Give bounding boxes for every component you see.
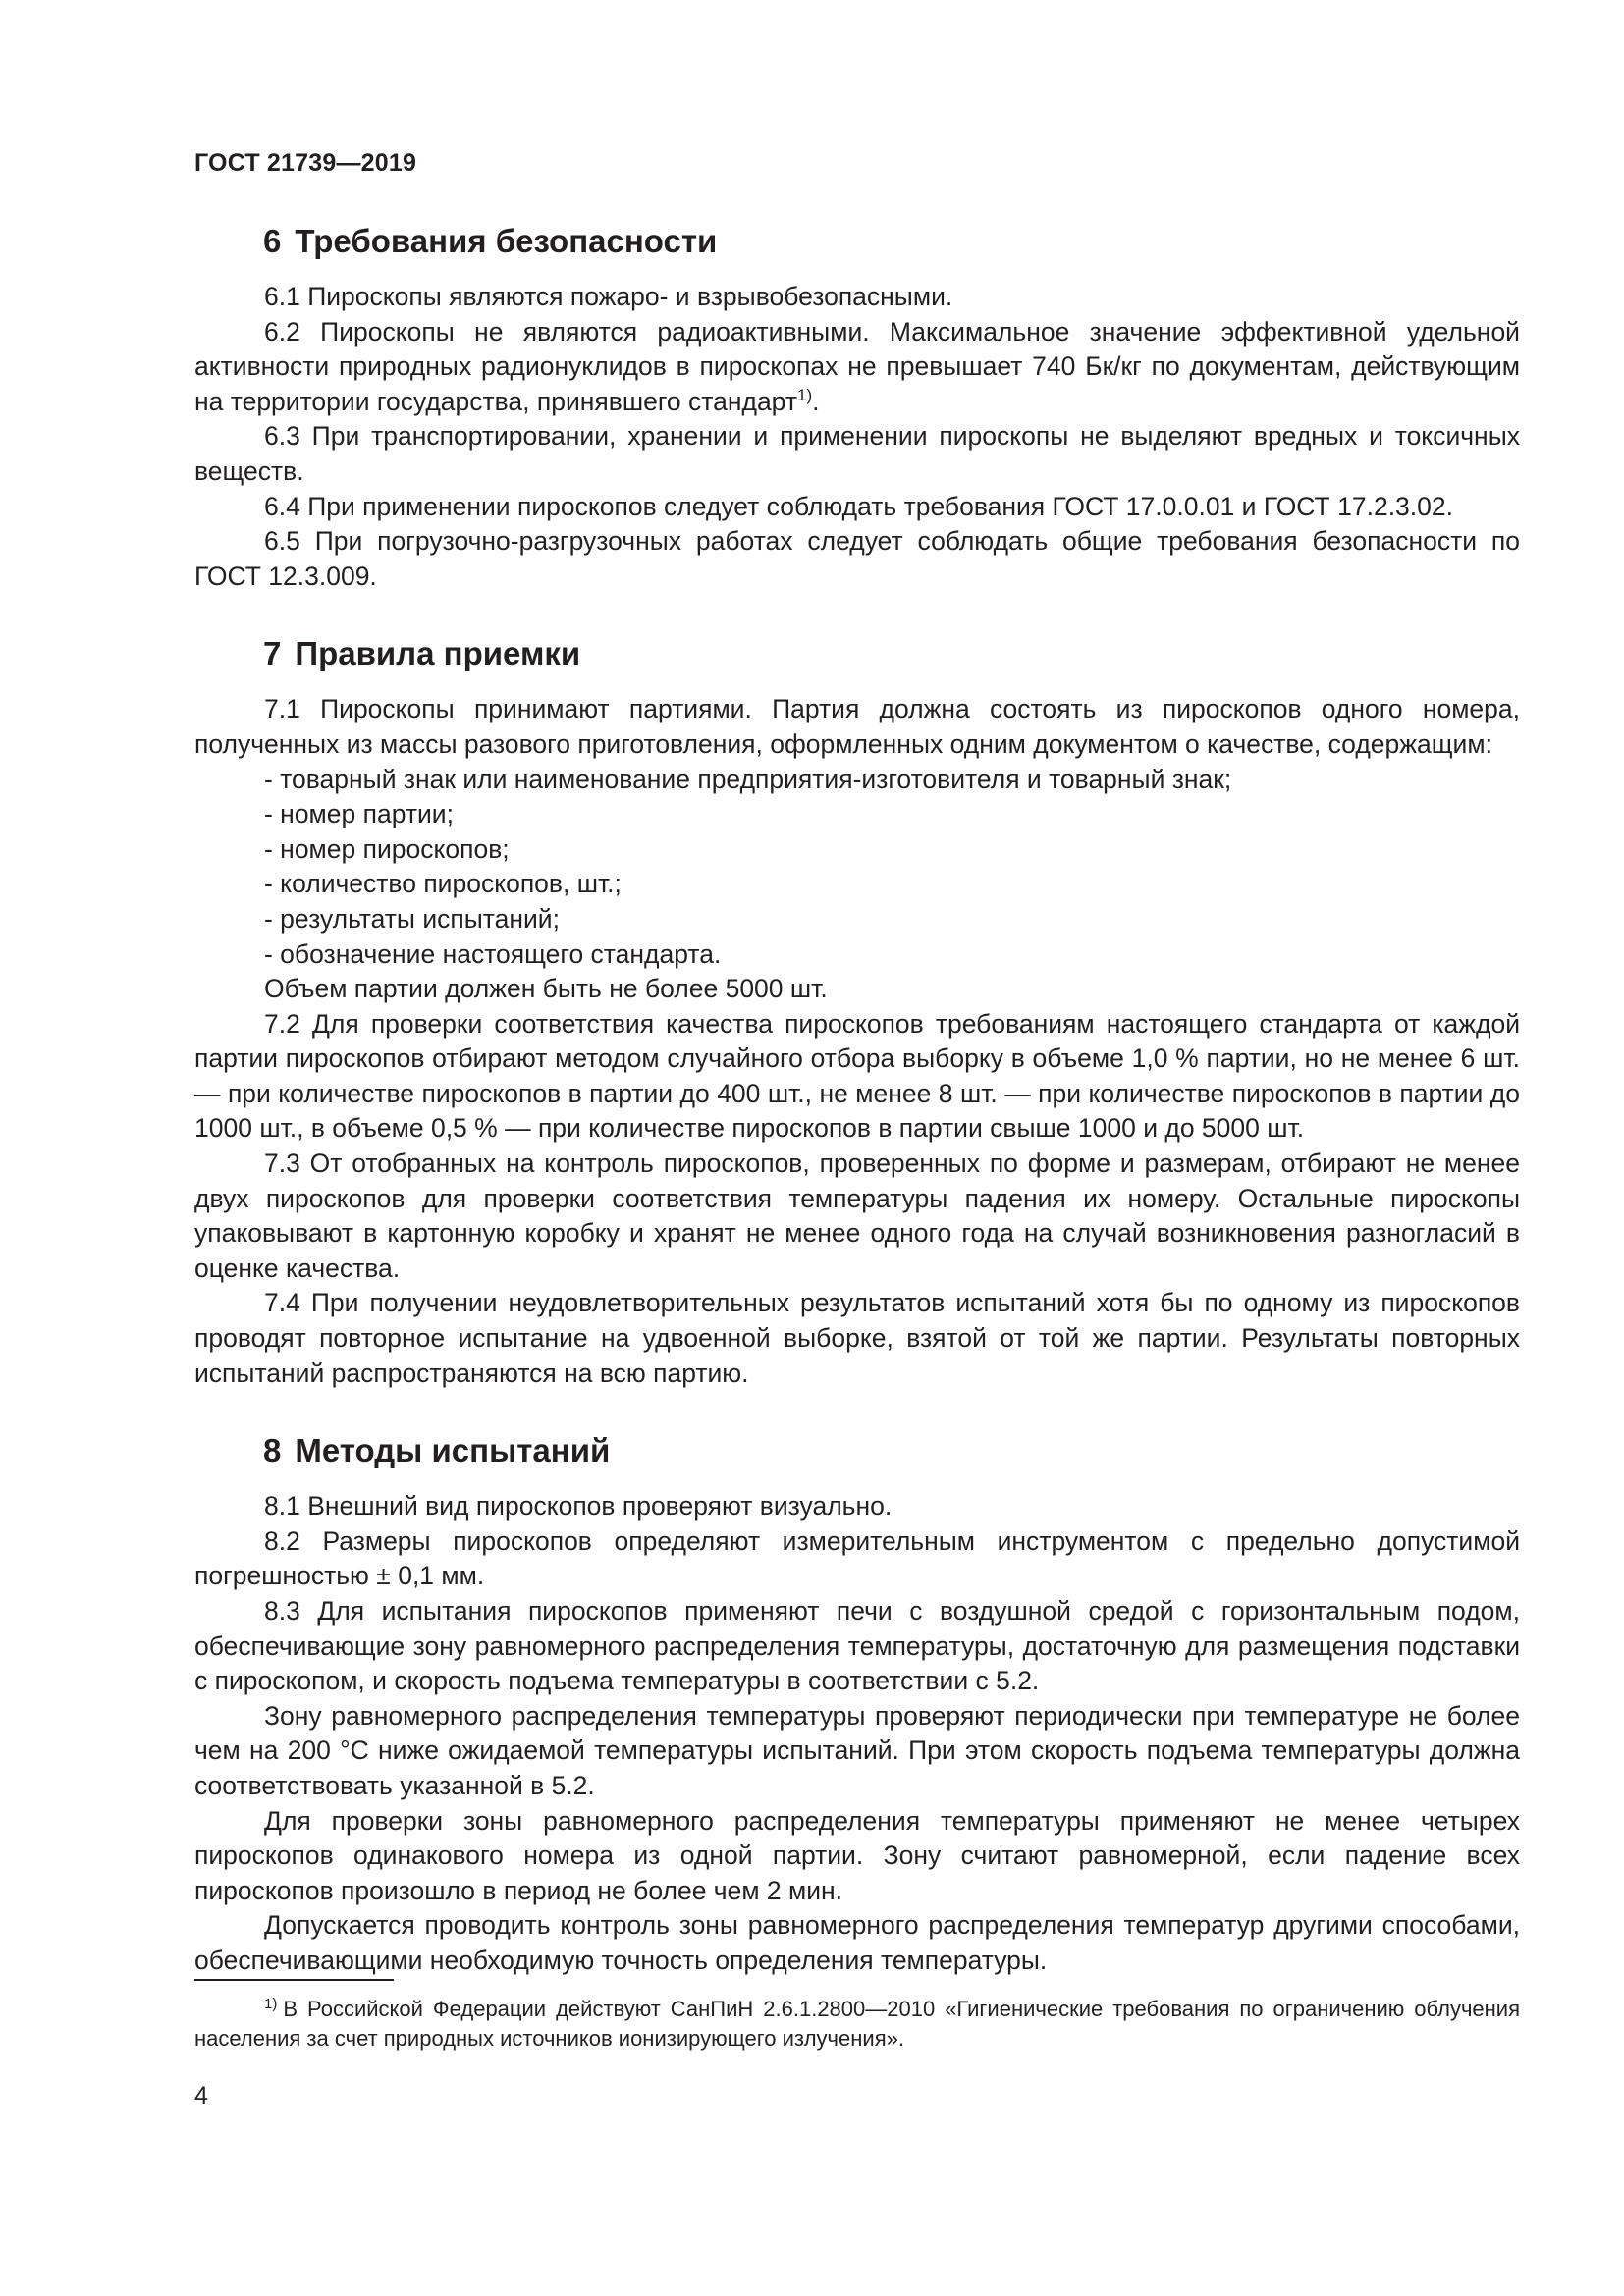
footnote-marker: 1) [264,1995,278,2012]
section-8 [194,1431,1520,1978]
section-title: Правила приемки [295,635,581,672]
list-item: - товарный знак или наименование предприятия-изготовителя и товарный знак; [264,764,1232,794]
standard-code-header: ГОСТ 21739—2019 [194,149,417,177]
paragraph-6-2-end: . [812,386,820,416]
section-7 [194,634,1520,1391]
footnote-reference: 1) [796,385,813,404]
paragraph-8-2: 8.2 Размеры пироскопов определяют измерительным инструментом с предельно допустимой погрешностью ± 0,1 мм. [194,1525,1520,1591]
section-number: 6 [263,223,282,259]
list-item: - обозначение настоящего стандарта. [264,938,722,969]
paragraph-8-3-zone-uniformity: Для проверки зоны равномерного распределения температуры применяют не менее четырех пироскопов одинакового номера из одной партии. Зону считают равномерной, если падение всех пироскопов произошло в период не более чем 2 мин. [194,1805,1520,1905]
paragraph-6-3: 6.3 При транспортировании, хранении и применении пироскопы не выделяют вредных и токсичных веществ. [194,421,1520,486]
main-content [194,222,1520,1979]
section-heading [263,634,1520,673]
section-title: Методы испытаний [295,1432,611,1469]
section-title: Требования безопасности [295,223,718,259]
list-item: - результаты испытаний; [264,903,560,934]
paragraph-8-3-alternative: Допускается проводить контроль зоны равномерного распределения температур другими способами, обеспечивающими необходимую точность определения температуры. [194,1910,1520,1975]
paragraph-8-3-zone-check: Зону равномерного распределения температуры проверяют периодически при температуре не более чем на 200 °С ниже ожидаемой температуры испытаний. При этом скорость подъема температуры должна соответствовать указанной в 5.2. [194,1700,1520,1800]
paragraph-6-1: 6.1 Пироскопы являются пожаро- и взрывобезопасными. [264,282,953,311]
footnote-text: В Российской Федерации действуют СанПиН 2.6.1.2800—2010 «Гигиенические требования по ограничению облучения населения за счет природных источников ионизирующего излучения». [194,1997,1520,2051]
section-number: 7 [263,635,282,672]
footnote-divider [194,1979,394,1981]
paragraph-8-1: 8.1 Внешний вид пироскопов проверяют визуально. [264,1491,893,1522]
paragraph-6-2 [194,315,1520,420]
list-item: - номер пироскопов; [264,833,510,864]
section-heading [263,1431,1520,1470]
paragraph-7-1: 7.1 Пироскопы принимают партиями. Партия должна состоять из пироскопов одного номера, полученных из массы разового приготовления, оформленных одним документом о качестве, содержащим: [194,694,1520,759]
batch-volume-note: Объем партии должен быть не более 5000 шт. [264,974,828,1004]
section-heading [263,222,1520,261]
paragraph-7-4: 7.4 При получении неудовлетворительных результатов испытаний хотя бы по одному из пироскопов проводят повторное испытание на удвоенной выборке, взятой от той же партии. Результаты повторных испытаний распространяются на всю партию. [194,1288,1520,1388]
paragraph-7-2: 7.2 Для проверки соответствия качества пироскопов требованиям настоящего стандарта от каждой партии пироскопов отбирают методом случайного отбора выборку в объеме 1,0 % партии, но не менее 6 шт. — при количестве пироскопов в партии до 400 шт., не менее 8 шт. — при количестве пироскопов в партии до 1000 шт., в объеме 0,5 % — при количестве пироскопов в партии свыше 1000 и до 5000 шт. [194,1008,1520,1144]
section-number: 8 [263,1432,282,1469]
paragraph-6-4: 6.4 При применении пироскопов следует соблюдать требования ГОСТ 17.0.0.01 и ГОСТ 17.2.3.02. [264,491,1453,521]
list-item: - номер партии; [264,799,454,829]
page-number: 4 [194,2082,208,2109]
paragraph-6-2-text: 6.2 Пироскопы не являются радиоактивными. Максимальное значение эффективной удельной активности природных радионуклидов в пироскопах не превышает 740 Бк/кг по документам, действующим на территории государства, принявшего стандарт [194,316,1520,416]
section-6 [194,222,1520,594]
footnote [194,1995,1520,2054]
paragraph-8-3: 8.3 Для испытания пироскопов применяют печи с воздушной средой с горизонтальным подом, обеспечивающие зону равномерного распределения температуры, достаточную для размещения подставки с пироскопом, и скорость подъема температуры в соответствии с 5.2. [194,1596,1520,1696]
paragraph-7-3: 7.3 От отобранных на контроль пироскопов, проверенных по форме и размерам, отбирают не менее двух пироскопов для проверки соответствия температуры падения их номеру. Остальные пироскопы упаковывают в картонную коробку и хранят не менее одного года на случай возникновения разногласий в оценке качества. [194,1148,1520,1283]
list-item: - количество пироскопов, шт.; [264,869,622,899]
paragraph-6-5: 6.5 При погрузочно-разгрузочных работах следует соблюдать общие требования безопасности по ГОСТ 12.3.009. [194,526,1520,591]
